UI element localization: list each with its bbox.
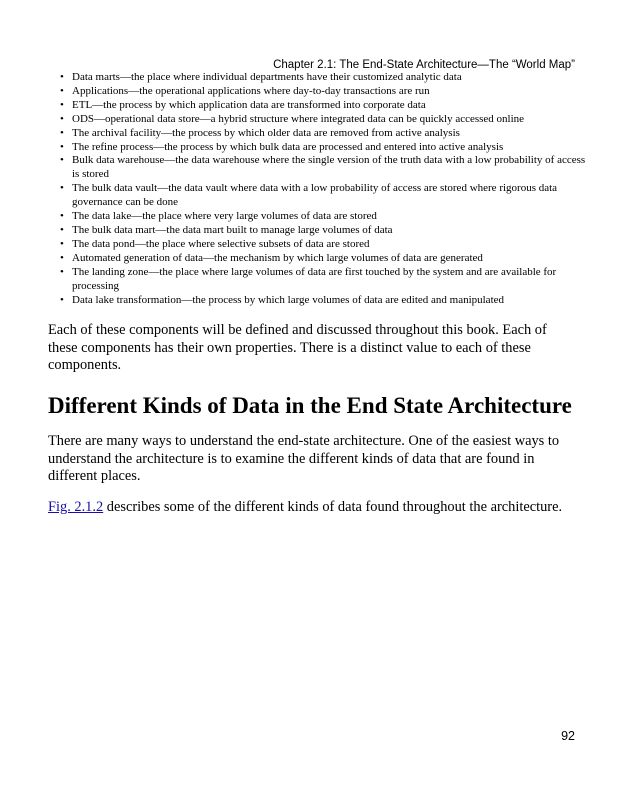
figure-link[interactable]: Fig. 2.1.2 [48, 499, 104, 515]
list-item: • Data marts—the place where individual departments have their customized analytic data [72, 71, 592, 85]
list-item: • The archival facility—the process by which older data are removed from active analysis [72, 127, 592, 141]
list-item: • The refine process—the process by which bulk data are processed and entered into active analysis [72, 141, 592, 155]
list-item: • The data pond—the place where selective subsets of data are stored [72, 238, 592, 252]
list-item: • The data lake—the place where very large volumes of data are stored [72, 210, 592, 224]
list-item: • The landing zone—the place where large volumes of data are first touched by the system and are available for processing [72, 266, 592, 294]
list-item: • Applications—the operational applications where day-to-day transactions are run [72, 85, 592, 99]
list-item: • ETL—the process by which application data are transformed into corporate data [72, 99, 592, 113]
page-number: 92 [561, 729, 575, 743]
components-paragraph: Each of these components will be defined and discussed throughout this book. Each of these components has their own properties. There is a distinct value to each of these components. [48, 322, 547, 373]
figure-reference-paragraph [48, 499, 578, 517]
component-list [56, 71, 592, 307]
list-item: • Bulk data warehouse—the data warehouse where the single version of the truth data with a low probability of access is stored [72, 154, 592, 182]
section-heading: Different Kinds of Data in the End State Architecture [48, 393, 572, 418]
list-item: • Data lake transformation—the process by which large volumes of data are edited and manipulated [72, 294, 592, 308]
intro-paragraph: There are many ways to understand the end-state architecture. One of the easiest ways to understand the architecture is to examine the different kinds of data that are found in different places. [48, 433, 560, 484]
list-item: • The bulk data vault—the data vault where data with a low probability of access are stored where rigorous data governance can be done [72, 182, 592, 210]
running-header: Chapter 2.1: The End-State Architecture—The “World Map” [273, 59, 575, 71]
figure-sentence: describes some of the different kinds of data found throughout the architecture. [103, 499, 563, 515]
list-item: • The bulk data mart—the data mart built to manage large volumes of data [72, 224, 592, 238]
list-item: • Automated generation of data—the mechanism by which large volumes of data are generated [72, 252, 592, 266]
list-item: • ODS—operational data store—a hybrid structure where integrated data can be quickly accessed online [72, 113, 592, 127]
